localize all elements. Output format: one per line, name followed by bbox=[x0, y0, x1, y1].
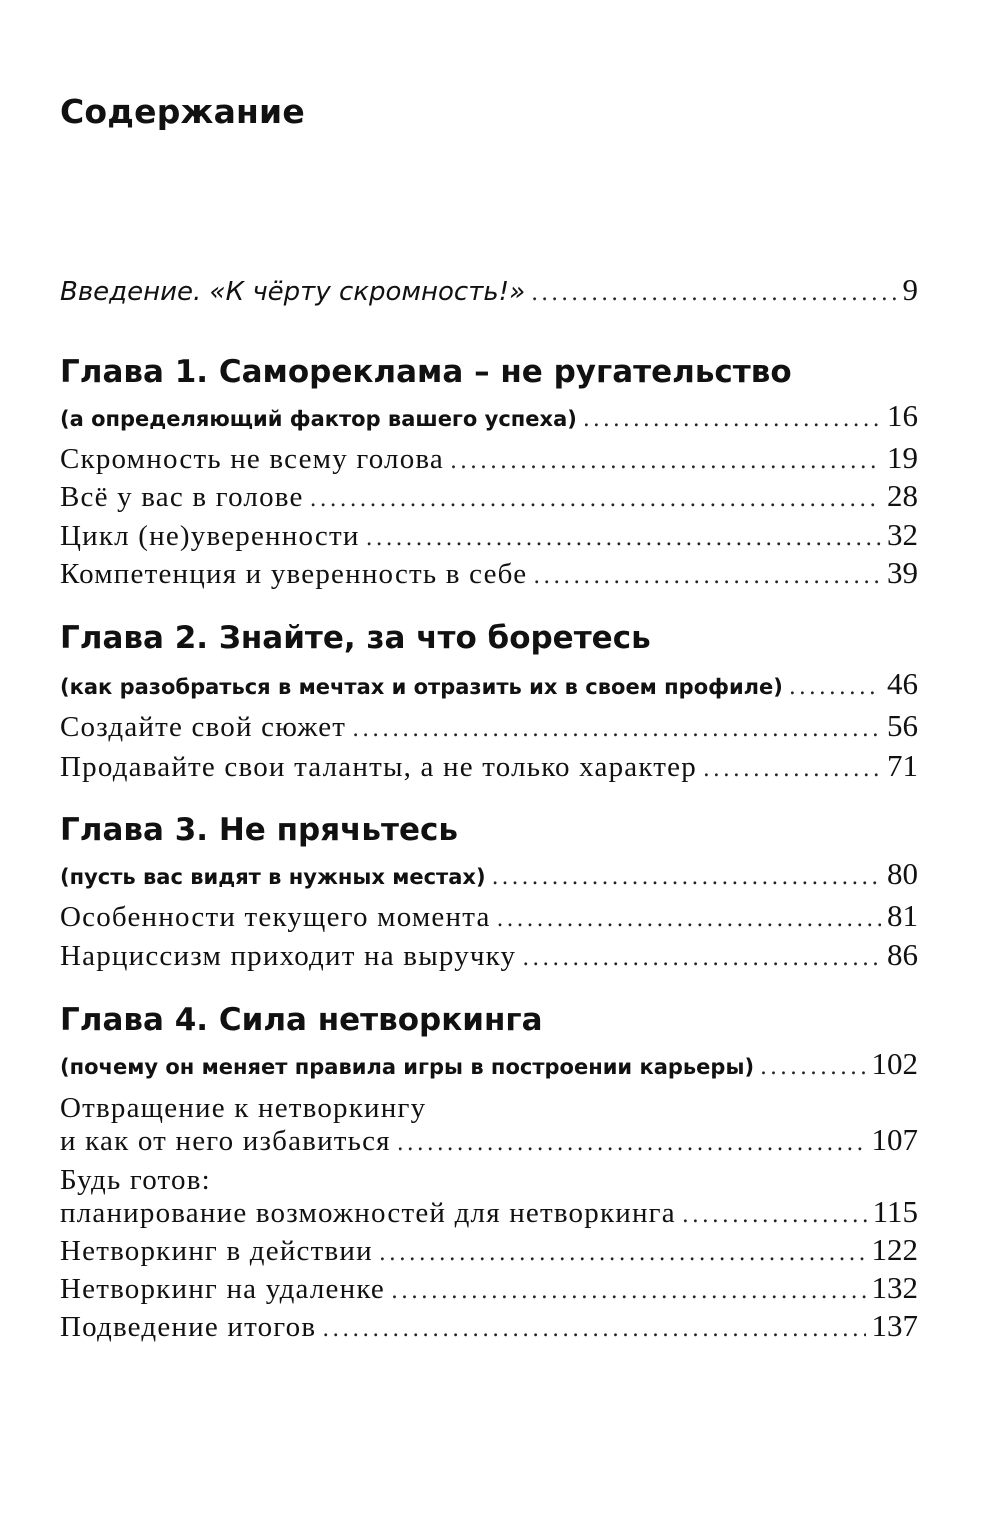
entry-text: и как от него избавиться bbox=[60, 1125, 391, 1157]
dot-leader bbox=[789, 675, 881, 700]
toc-entry[interactable] bbox=[60, 1122, 918, 1158]
page-number: 81 bbox=[887, 898, 918, 933]
chapter-subtitle: (а определяющий фактор вашего успеха) bbox=[60, 407, 577, 431]
dot-leader bbox=[760, 1055, 865, 1080]
chapter-4-subtitle-entry[interactable] bbox=[60, 1046, 918, 1082]
toc-entry[interactable] bbox=[60, 440, 918, 476]
chapter-3-subtitle-entry[interactable] bbox=[60, 856, 918, 892]
page-number: 39 bbox=[887, 555, 918, 590]
chapter-1-title[interactable]: Глава 1. Самореклама – не ругательство bbox=[60, 354, 792, 390]
dot-leader bbox=[492, 865, 881, 890]
page-number: 80 bbox=[887, 856, 918, 891]
entry-text: Введение. «К чёрту скромность!» bbox=[60, 277, 526, 307]
chapter-4-title[interactable]: Глава 4. Сила нетворкинга bbox=[60, 1002, 543, 1038]
chapter-subtitle: (как разобраться в мечтах и отразить их в своем профиле) bbox=[60, 675, 783, 699]
toc-page bbox=[60, 0, 918, 1525]
entry-text: Создайте свой сюжет bbox=[60, 711, 347, 743]
entry-text: Скромность не всему голова bbox=[60, 443, 445, 475]
dot-leader bbox=[533, 564, 881, 589]
toc-entry[interactable] bbox=[60, 1270, 918, 1306]
chapter-3-title[interactable]: Глава 3. Не прячьтесь bbox=[60, 812, 458, 848]
chapter-subtitle: (пусть вас видят в нужных местах) bbox=[60, 865, 486, 889]
page-number: 132 bbox=[871, 1270, 918, 1305]
entry-text-line1[interactable]: Отвращение к нетворкингу bbox=[60, 1092, 427, 1124]
page-number: 46 bbox=[887, 666, 918, 701]
page-number: 9 bbox=[902, 272, 918, 307]
page-number: 19 bbox=[887, 440, 918, 475]
toc-entry[interactable] bbox=[60, 555, 918, 591]
page-number: 28 bbox=[887, 478, 918, 513]
chapter-1-subtitle-entry[interactable] bbox=[60, 398, 918, 434]
chapter-subtitle: (почему он меняет правила игры в построении карьеры) bbox=[60, 1055, 755, 1079]
page-number: 122 bbox=[871, 1232, 918, 1267]
page-number: 16 bbox=[887, 398, 918, 433]
toc-entry[interactable] bbox=[60, 1232, 918, 1268]
dot-leader bbox=[391, 1279, 866, 1304]
dot-leader bbox=[497, 907, 881, 932]
dot-leader bbox=[310, 487, 881, 512]
entry-text: Цикл (не)уверенности bbox=[60, 520, 360, 552]
entry-text: Особенности текущего момента bbox=[60, 901, 491, 933]
page-number: 86 bbox=[887, 937, 918, 972]
dot-leader bbox=[703, 757, 881, 782]
toc-entry[interactable] bbox=[60, 937, 918, 973]
toc-entry[interactable] bbox=[60, 898, 918, 934]
toc-entry[interactable] bbox=[60, 708, 918, 744]
toc-title: Содержание bbox=[60, 92, 305, 131]
entry-text: Нетворкинг в действии bbox=[60, 1235, 373, 1267]
toc-entry[interactable] bbox=[60, 748, 918, 784]
toc-entry[interactable] bbox=[60, 478, 918, 514]
toc-entry[interactable] bbox=[60, 1308, 918, 1344]
chapter-2-subtitle-entry[interactable] bbox=[60, 666, 918, 702]
toc-entry[interactable] bbox=[60, 517, 918, 553]
page-number: 102 bbox=[871, 1046, 918, 1081]
entry-text: Всё у вас в голове bbox=[60, 481, 304, 513]
entry-text: Продавайте свои таланты, а не только характер bbox=[60, 751, 697, 783]
entry-text-line1[interactable]: Будь готов: bbox=[60, 1164, 211, 1196]
entry-text: Компетенция и уверенность в себе bbox=[60, 558, 528, 590]
dot-leader bbox=[682, 1203, 867, 1228]
chapter-2-title[interactable]: Глава 2. Знайте, за что боретесь bbox=[60, 620, 651, 656]
dot-leader bbox=[352, 717, 881, 742]
dot-leader bbox=[379, 1241, 866, 1266]
dot-leader bbox=[450, 449, 881, 474]
dot-leader bbox=[322, 1317, 865, 1342]
entry-text: Нетворкинг на удаленке bbox=[60, 1273, 385, 1305]
page-number: 71 bbox=[887, 748, 918, 783]
page-number: 32 bbox=[887, 517, 918, 552]
toc-entry[interactable] bbox=[60, 1194, 918, 1230]
dot-leader bbox=[522, 946, 881, 971]
page-number: 107 bbox=[871, 1122, 918, 1157]
dot-leader bbox=[397, 1131, 866, 1156]
page-number: 56 bbox=[887, 708, 918, 743]
entry-text: планирование возможностей для нетворкинга bbox=[60, 1197, 676, 1229]
page-number: 115 bbox=[872, 1194, 918, 1229]
toc-entry-intro[interactable] bbox=[60, 272, 918, 308]
dot-leader bbox=[366, 526, 881, 551]
dot-leader bbox=[531, 281, 896, 306]
entry-text: Подведение итогов bbox=[60, 1311, 317, 1343]
entry-text: Нарциссизм приходит на выручку bbox=[60, 940, 517, 972]
dot-leader bbox=[583, 407, 881, 432]
page-number: 137 bbox=[871, 1308, 918, 1343]
